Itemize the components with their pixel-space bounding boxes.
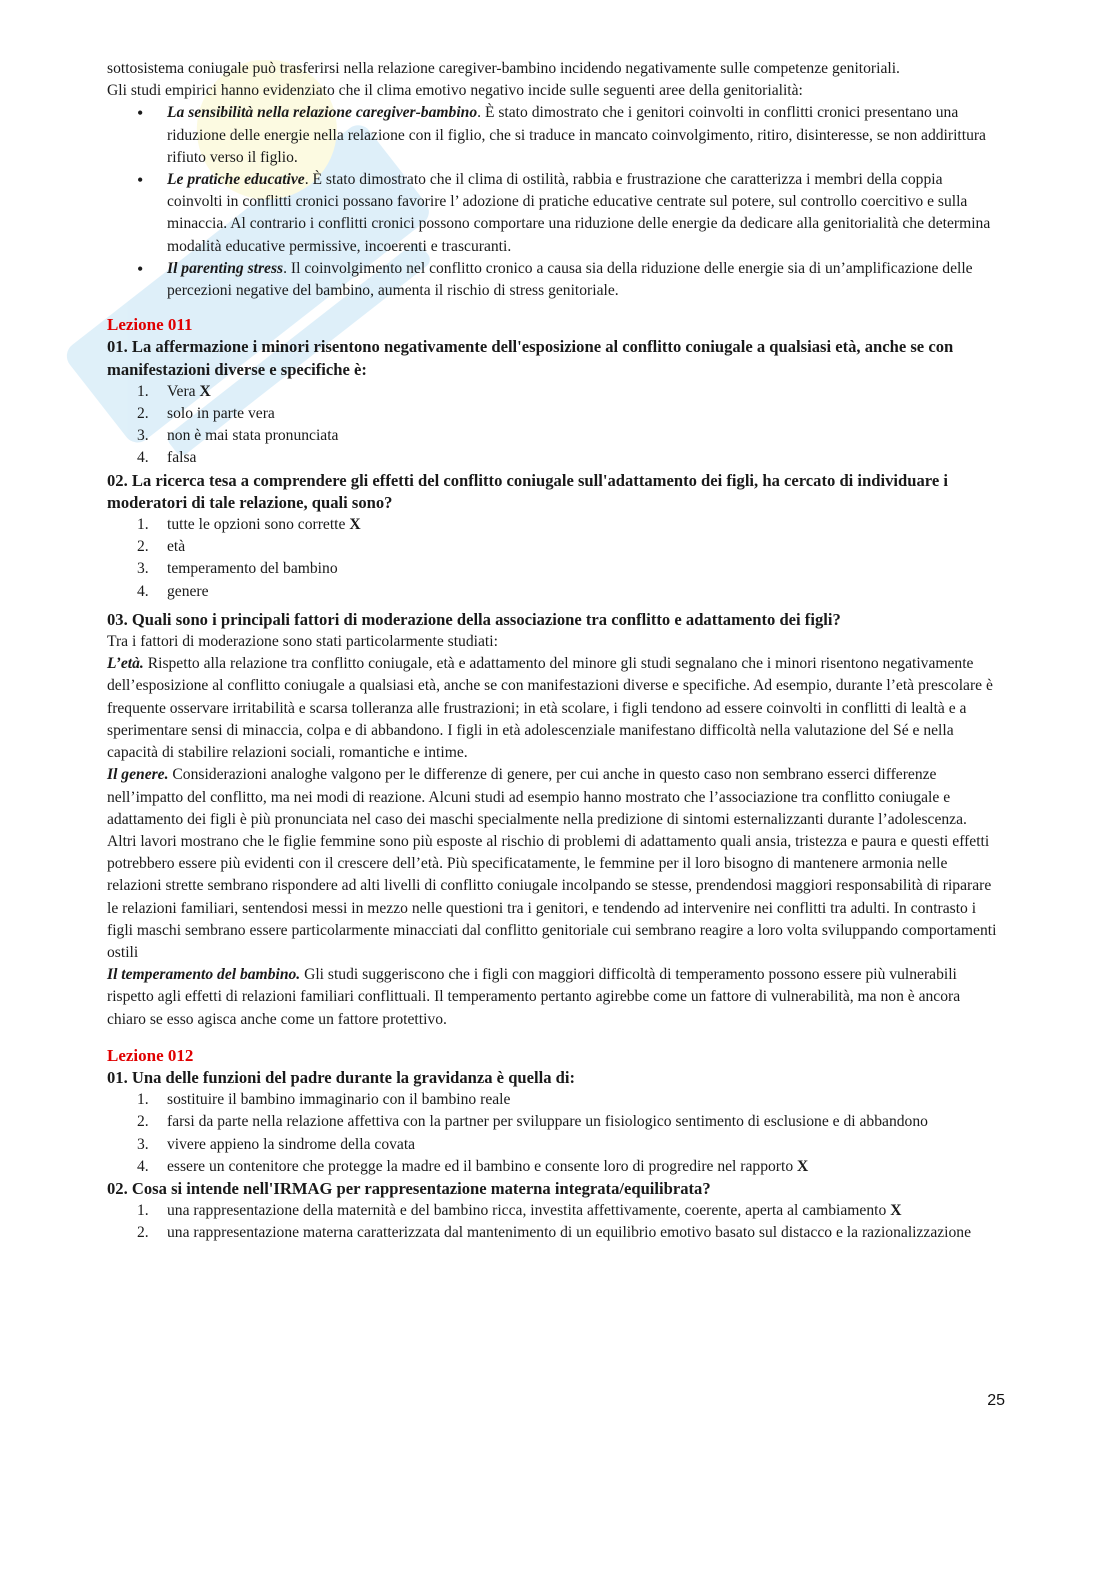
list-item: 2. età	[137, 538, 186, 556]
answer-list	[107, 514, 997, 603]
question-011-02: 02. La ricerca tesa a comprendere gli effetti del conflitto coniugale sull'adattamento dei figli, ha cercato di individuare i moderatori di tale relazione, quali sono?	[107, 470, 948, 512]
list-item: 1. Vera X	[137, 382, 211, 400]
bullet-list	[107, 102, 997, 302]
correct-mark: X	[199, 382, 211, 400]
bullet-title: La sensibilità nella relazione caregiver-bambino	[167, 104, 478, 122]
answer-paragraph: Il temperamento del bambino. Gli studi suggeriscono che i figli con maggiori difficoltà di temperamento possono essere più vulnerabili rispetto agli effetti di relazioni familiari conflittuali. Il temperamento pertanto agirebbe come un fattore di vulnerabilità, ma non è ancora chiaro se esso agisca anche come un fattore protettivo.	[107, 966, 961, 1028]
list-item: 2. farsi da parte nella relazione affettiva con la partner per sviluppare un fisiologico sentimento di esclusione e di abbandono	[137, 1113, 928, 1131]
list-item: 1. tutte le opzioni sono corrette X	[137, 516, 361, 534]
list-item: 4. falsa	[137, 449, 197, 467]
bullet-title: Le pratiche educative	[167, 171, 305, 189]
intro-paragraph: sottosistema coniugale può trasferirsi nella relazione caregiver-bambino incidendo negativamente sulle competenze genitoriali.	[107, 60, 900, 77]
list-item: 3. vivere appieno la sindrome della covata	[137, 1135, 416, 1153]
page-content	[107, 58, 997, 1245]
lesson-heading-012: Lezione 012	[107, 1045, 194, 1065]
list-item: 1. sostituire il bambino immaginario con il bambino reale	[137, 1091, 511, 1109]
list-item: 3. temperamento del bambino	[137, 560, 338, 578]
answer-list	[107, 1200, 997, 1244]
list-item: 2. solo in parte vera	[137, 405, 275, 423]
correct-mark: X	[890, 1202, 902, 1220]
list-item: 1. una rappresentazione della maternità e del bambino ricca, investita affettivamente, coerente, aperta al cambiamento X	[137, 1202, 902, 1220]
answer-intro: Tra i fattori di moderazione sono stati particolarmente studiati:	[107, 633, 498, 651]
list-item	[107, 102, 997, 169]
answer-list	[107, 381, 997, 470]
bullet-title: Il parenting stress	[167, 259, 284, 277]
question-011-03: 03. Quali sono i principali fattori di moderazione della associazione tra conflitto e adattamento dei figli?	[107, 609, 841, 629]
lesson-heading-011: Lezione 011	[107, 315, 193, 335]
page-number: 25	[987, 1392, 1005, 1409]
correct-mark: X	[349, 516, 361, 534]
bullet-text: . È stato dimostrato che i genitori coinvolti in conflitti cronici presentano una riduzione delle energie nella relazione con il figlio, che si traduce in mancato coinvolgimento, ritiro, disinteresse, se non addirittura rifiuto verso il figlio.	[167, 104, 986, 166]
bullet-text: . È stato dimostrato che il clima di ostilità, rabbia e frustrazione che caratterizza i membri della coppia coinvolti in conflitti cronici possano favorire l’ adozione di pratiche educative centrate sul potere, sul controllo coercitivo e sulla minaccia. Al contrario i conflitti cronici possono comportare una riduzione delle energie da dedicare alla genitorialità che determina modalità educative permissive, incoerenti e trascuranti.	[167, 171, 991, 255]
bullet-text: . Il coinvolgimento nel conflitto cronico a causa sia della riduzione delle energie sia di un’amplificazione delle percezioni negative del bambino, aumenta il rischio di stress genitoriale.	[167, 259, 973, 300]
list-item: 4. essere un contenitore che protegge la madre ed il bambino e consente loro di progredire nel rapporto X	[137, 1157, 809, 1175]
question-012-01: 01. Una delle funzioni del padre durante la gravidanza è quella di:	[107, 1067, 576, 1087]
list-item	[107, 169, 997, 258]
question-012-02: 02. Cosa si intende nell'IRMAG per rappresentazione materna integrata/equilibrata?	[107, 1178, 711, 1198]
question-011-01: 01. La affermazione i minori risentono negativamente dell'esposizione al conflitto coniugale a qualsiasi età, anche se con manifestazioni diverse e specifiche è:	[107, 337, 954, 379]
answer-paragraph: Il genere. Considerazioni analoghe valgono per le differenze di genere, per cui anche in questo caso non sembrano esserci differenze nell’impatto del conflitto, ma nei modi di reazione. Alcuni studi ad esempio hanno mostrato che l’associazione tra conflitto coniugale e adattamento dei figli è più pronunciata nel caso dei maschi specialmente nella predizione di sintomi esternalizzanti durante l’adolescenza. Altri lavori mostrano che le figlie femmine sono più esposte al rischio di problemi di adattamento quali ansia, tristezza e paura e questi effetti potrebbero essere più evidenti con il crescere dell’età. Più specificatamente, le femmine per il loro bisogno di mantenere armonia nelle relazioni strette sembrano rispondere ad alti livelli di conflitto coniugale incolpando se stesse, prendendosi maggiori responsabilità di riparare le relazioni familiari, sentendosi messi in mezzo nelle questioni tra i genitori, e tendendo ad intervenire nei conflitti tra adulti. In contrasto i figli maschi sembrano essere particolarmente minacciati dal conflitto genitoriale cui sembrano reagire a loro volta sviluppando comportamenti ostili	[107, 766, 997, 961]
list-item: 4. genere	[137, 582, 209, 600]
intro-paragraph-2: Gli studi empirici hanno evidenziato che il clima emotivo negativo incide sulle seguenti aree della genitorialità:	[107, 82, 803, 100]
answer-paragraph: L’età. Rispetto alla relazione tra conflitto coniugale, età e adattamento del minore gli studi segnalano che i minori risentono negativamente dell’esposizione al conflitto coniugale a qualsiasi età, anche se con manifestazioni diverse e specifiche. Ad esempio, durante l’età prescolare è frequente osservare irritabilità e scarsa tolleranza alle frustrazioni; in età scolare, i figli tendono ad essere coinvolti in conflitti di lealtà e a sperimentare sensi di minaccia, colpa e di abbandono. I figli in età adolescenziale manifestano difficoltà nella valutazione del Sé e nella capacità di stabilire relazioni sociali, romantiche e intime.	[107, 655, 993, 762]
list-item	[107, 258, 997, 302]
list-item: 2. una rappresentazione materna caratterizzata dal mantenimento di un equilibrio emotivo basato sul distacco e la razionalizzazione	[137, 1224, 972, 1242]
answer-list	[107, 1089, 997, 1178]
list-item: 3. non è mai stata pronunciata	[137, 427, 339, 445]
correct-mark: X	[797, 1157, 809, 1175]
